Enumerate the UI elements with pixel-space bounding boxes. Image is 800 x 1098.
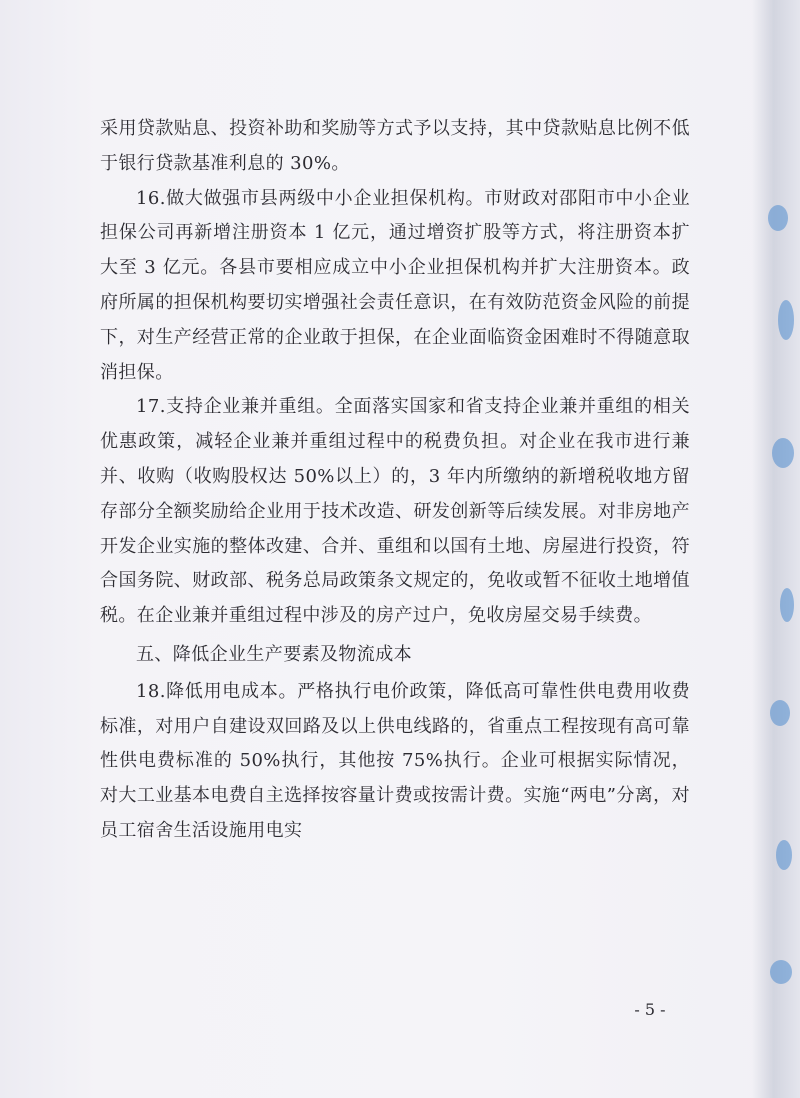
ink-blot [772, 438, 794, 468]
ink-blot [768, 205, 788, 231]
paragraph-item-17: 17.支持企业兼并重组。全面落实国家和省支持企业兼并重组的相关优惠政策，减轻企业兼并重组过程中的税费负担。对企业在我市进行兼并、收购（收购股权达 50%以上）的，3 年内所缴纳的新增税收地方留存部分全额奖励给企业用于技术改造、研发创新等后续发展。对非房地产开发企业实施的整体改建、合并、重组和以国有土地、房屋进行投资，符合国务院、财政部、税务总局政策条文规定的，免收或暂不征收土地增值税。在企业兼并重组过程中涉及的房产过户，免收房屋交易手续费。 [100, 396, 690, 627]
page-edge-shadow [752, 0, 800, 1098]
page-number: - 5 - [634, 1000, 666, 1019]
section-heading: 五、降低企业生产要素及物流成本 [136, 643, 412, 665]
ink-blot [770, 960, 792, 984]
paragraph-continuation: 采用贷款贴息、投资补助和奖励等方式予以支持，其中贷款贴息比例不低于银行贷款基准利息的 30%。 [100, 118, 690, 174]
ink-blot [770, 700, 790, 726]
ink-blot [778, 300, 794, 340]
paragraph-item-18: 18.降低用电成本。严格执行电价政策，降低高可靠性供电费用收费标准，对用户自建设双回路及以上供电线路的，省重点工程按现有高可靠性供电费标准的 50%执行，其他按 75%执行。企业可根据实际情况，对大工业基本电费自主选择按容量计费或按需计费。实施“两电”分离，对员工宿舍生活设施用电实 [100, 680, 690, 841]
ink-blot [776, 840, 792, 870]
paragraph-item-16: 16.做大做强市县两级中小企业担保机构。市财政对邵阳市中小企业担保公司再新增注册资本 1 亿元，通过增资扩股等方式，将注册资本扩大至 3 亿元。各县市要相应成立中小企业担保机构并扩大注册资本。政府所属的担保机构要切实增强社会责任意识，在有效防范资金风险的前提下，对生产经营正常的企业敢于担保，在企业面临资金困难时不得随意取消担保。 [100, 187, 690, 383]
document-body [100, 112, 690, 849]
ink-blot [780, 588, 794, 622]
